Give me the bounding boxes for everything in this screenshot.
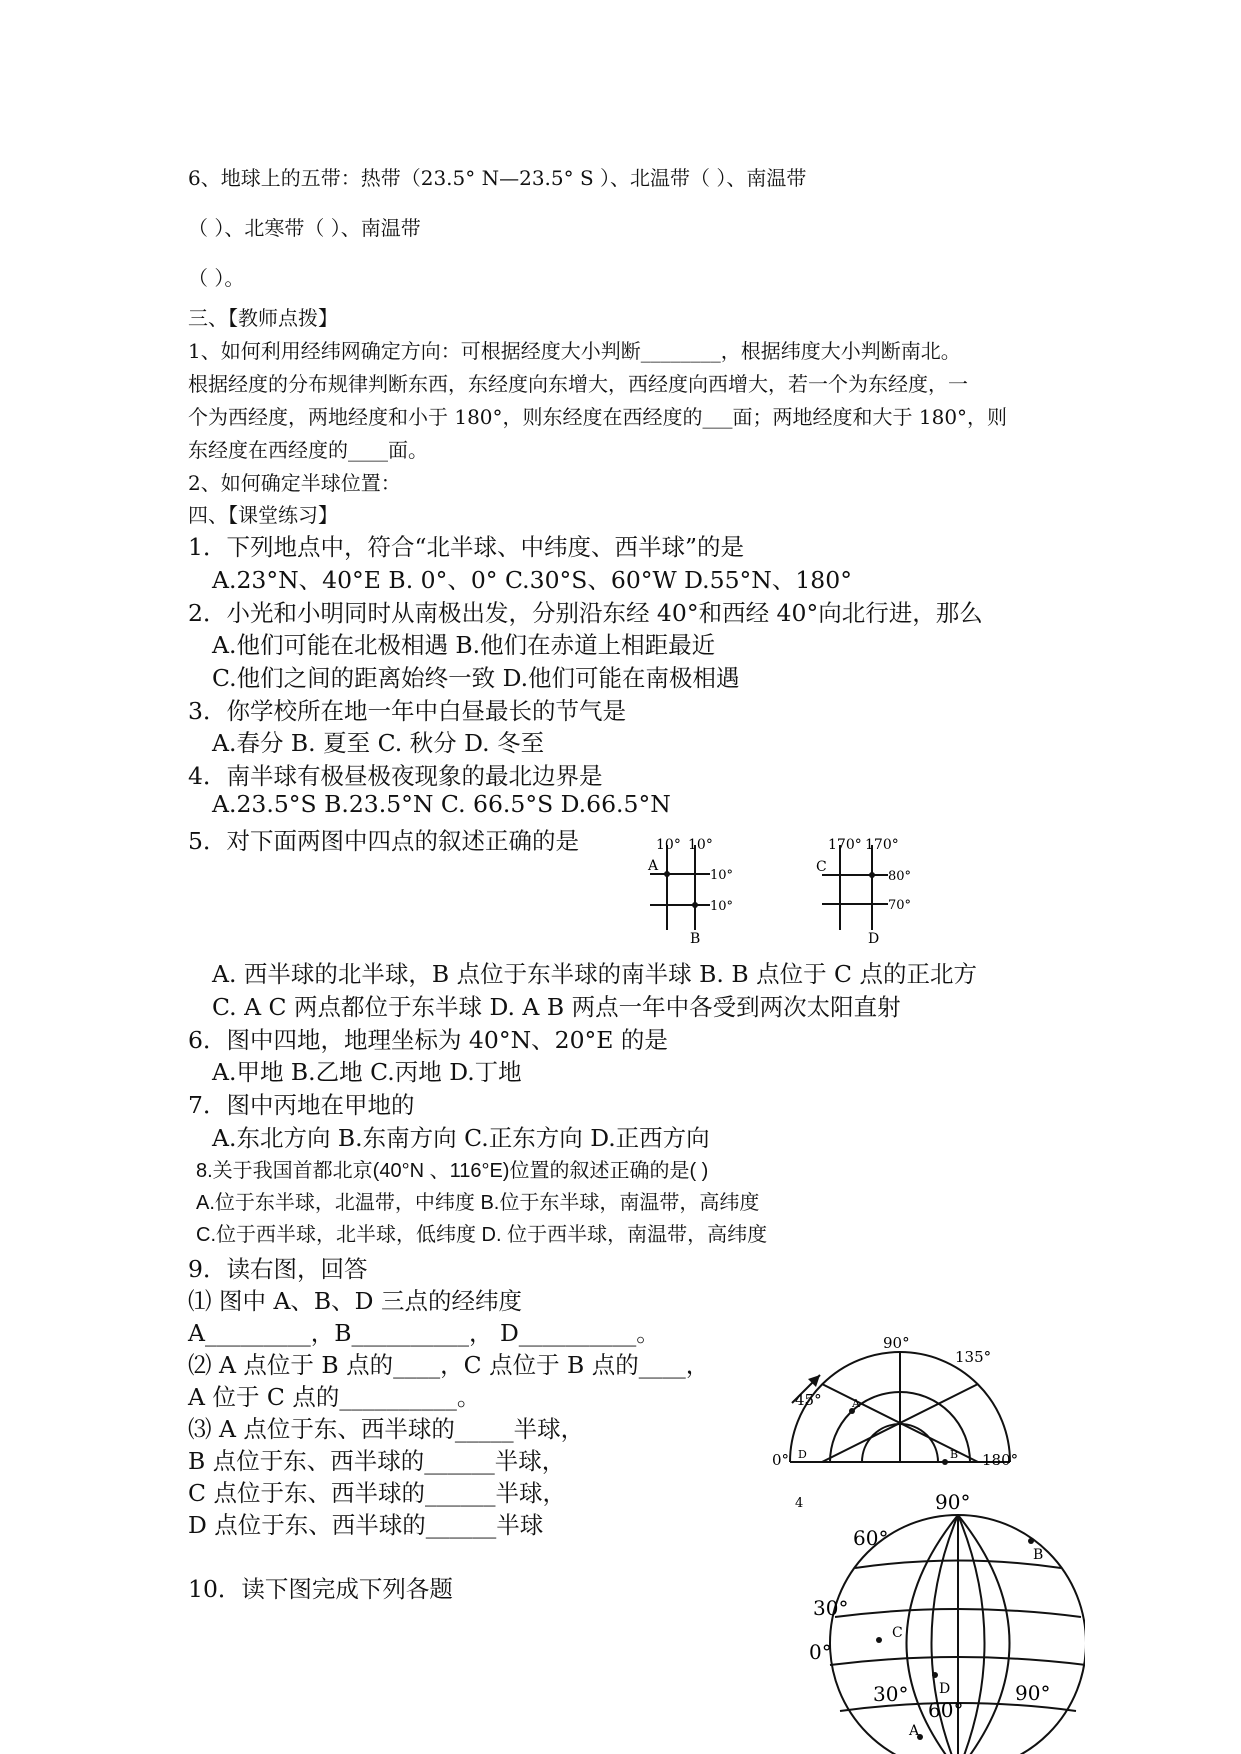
teacher-p1-line2: 根据经度的分布规律判断东西，东经度向东增大，西经度向西增大，若一个为东经度，一	[188, 372, 968, 396]
question-1-options: A.23°N、40°E B. 0°、0° C.30°S、60°W D.55°N、180°	[212, 566, 852, 594]
grid1-point-a: A	[648, 858, 659, 874]
polar-label-45: 45°	[795, 1391, 822, 1409]
polar-point-d: D	[798, 1448, 807, 1461]
globe-point-d: D	[939, 1681, 951, 1697]
teacher-p2: 2、如何确定半球位置：	[188, 471, 401, 495]
grid1-label-right-bottom: 10°	[710, 899, 734, 914]
question-9-part2: ⑵ A 点位于 B 点的____，C 点位于 B 点的____，	[188, 1351, 710, 1379]
question-6: 6．图中四地，地理坐标为 40°N、20°E 的是	[188, 1026, 668, 1054]
question-9-part3-d: D 点位于东、西半球的______半球	[188, 1511, 544, 1539]
grid2-label-right-top: 80°	[888, 869, 912, 884]
question-8-options-2: C.位于西半球，北半球，低纬度 D. 位于西半球，南温带，高纬度	[196, 1224, 768, 1246]
grid1-label-right-top: 10°	[710, 868, 734, 883]
question-5-options-2: C. A C 两点都位于东半球 D. A B 两点一年中各受到两次太阳直射	[212, 993, 901, 1021]
question-5: 5．对下面两图中四点的叙述正确的是	[188, 827, 579, 855]
q6-zones-line1: 6、地球上的五带：热带（23.5° N—23.5° S ）、北温带（ ）、南温带	[188, 166, 807, 190]
globe-label-0: 0°	[809, 1640, 832, 1664]
globe-label-90-top: 90°	[935, 1490, 971, 1514]
question-7: 7．图中丙地在甲地的	[188, 1091, 415, 1119]
polar-point-b: B	[950, 1448, 959, 1461]
grid2-label-right-bottom: 70°	[888, 898, 912, 913]
globe-label-lon90: 90°	[1015, 1681, 1051, 1705]
question-1: 1．下列地点中，符合“北半球、中纬度、西半球”的是	[188, 533, 744, 561]
globe-point-b: B	[1033, 1547, 1044, 1563]
question-6-options: A.甲地 B.乙地 C.丙地 D.丁地	[212, 1058, 522, 1086]
question-3-options: A.春分 B. 夏至 C. 秋分 D. 冬至	[212, 729, 545, 757]
question-2-options-1: A.他们可能在北极相遇 B.他们在赤道上相距最近	[212, 631, 716, 659]
question-10: 10．读下图完成下列各题	[188, 1575, 453, 1603]
question-2: 2．小光和小明同时从南极出发，分别沿东经 40°和西经 40°向北行进，那么	[188, 599, 983, 627]
grid2-label-top-right: 170°	[865, 837, 899, 853]
question-9: 9．读右图，回答	[188, 1255, 368, 1283]
globe-label-60: 60°	[853, 1526, 889, 1550]
question-9-part1: ⑴ 图中 A、B、D 三点的经纬度	[188, 1287, 522, 1315]
grid1-point-b: B	[690, 931, 701, 945]
globe-point-a: A	[909, 1723, 920, 1739]
globe-label-lon60: 60°	[928, 1698, 964, 1722]
grid1-label-top-right: 10°	[688, 837, 713, 853]
globe-point-c: C	[892, 1625, 903, 1641]
grid2-point-c: C	[816, 859, 827, 875]
polar-figure	[770, 1315, 1020, 1470]
globe-label-lon30: 30°	[873, 1682, 909, 1706]
question-9-part2-blanks: A 位于 C 点的__________。	[188, 1383, 481, 1411]
grid2-point-d: D	[868, 931, 880, 945]
question-4-options: A.23.5°S B.23.5°N C. 66.5°S D.66.5°N	[212, 790, 671, 818]
globe-label-30: 30°	[813, 1596, 849, 1620]
question-3: 3．你学校所在地一年中白昼最长的节气是	[188, 697, 626, 725]
globe-label-number: 4	[795, 1496, 804, 1511]
polar-label-90: 90°	[883, 1334, 910, 1352]
question-7-options: A.东北方向 B.东南方向 C.正东方向 D.正西方向	[212, 1124, 710, 1152]
teacher-p1-line4: 东经度在西经度的____面。	[188, 438, 428, 462]
grid2-label-top-left: 170°	[828, 837, 862, 853]
question-9-part3-b: B 点位于东、西半球的______半球，	[188, 1447, 566, 1475]
teacher-p1-line3: 个为西经度，两地经度和小于 180°，则东经度在西经度的___面；两地经度和大于 180°，则	[188, 405, 1008, 429]
polar-label-0: 0°	[772, 1451, 790, 1469]
question-9-part1-blanks: A_________，B__________， D__________。	[188, 1319, 660, 1347]
polar-label-135: 135°	[955, 1348, 992, 1366]
polar-label-180: 180°	[982, 1451, 1019, 1469]
teacher-heading: 三、【教师点拨】	[188, 306, 338, 330]
question-8: 8.关于我国首都北京(40°N 、116°E)位置的叙述正确的是( )	[196, 1160, 709, 1182]
question-5-options-1: A. 西半球的北半球，B 点位于东半球的南半球 B. B 点位于 C 点的正北方	[212, 960, 977, 988]
question-9-part3-c: C 点位于东、西半球的______半球，	[188, 1479, 566, 1507]
question-8-options-1: A.位于东半球，北温带，中纬度 B.位于东半球，南温带，高纬度	[196, 1192, 760, 1214]
practice-heading: 四、【课堂练习】	[188, 503, 338, 527]
q6-zones-line3: （ ）。	[188, 266, 245, 290]
question-2-options-2: C.他们之间的距离始终一致 D.他们可能在南极相遇	[212, 664, 740, 692]
polar-point-a: A	[852, 1397, 860, 1410]
grid-figure-ab	[640, 835, 750, 945]
grid1-label-top-left: 10°	[656, 837, 681, 853]
q6-zones-line2: （ ）、北寒带（ ）、南温带	[188, 216, 421, 240]
globe-figure	[785, 1455, 1085, 1754]
question-9-part3: ⑶ A 点位于东、西半球的_____半球，	[188, 1415, 585, 1443]
grid-figure-cd	[810, 835, 930, 945]
teacher-p1-line1: 1、如何利用经纬网确定方向：可根据经度大小判断________，根据纬度大小判断南北。	[188, 339, 961, 363]
question-4: 4．南半球有极昼极夜现象的最北边界是	[188, 762, 603, 790]
